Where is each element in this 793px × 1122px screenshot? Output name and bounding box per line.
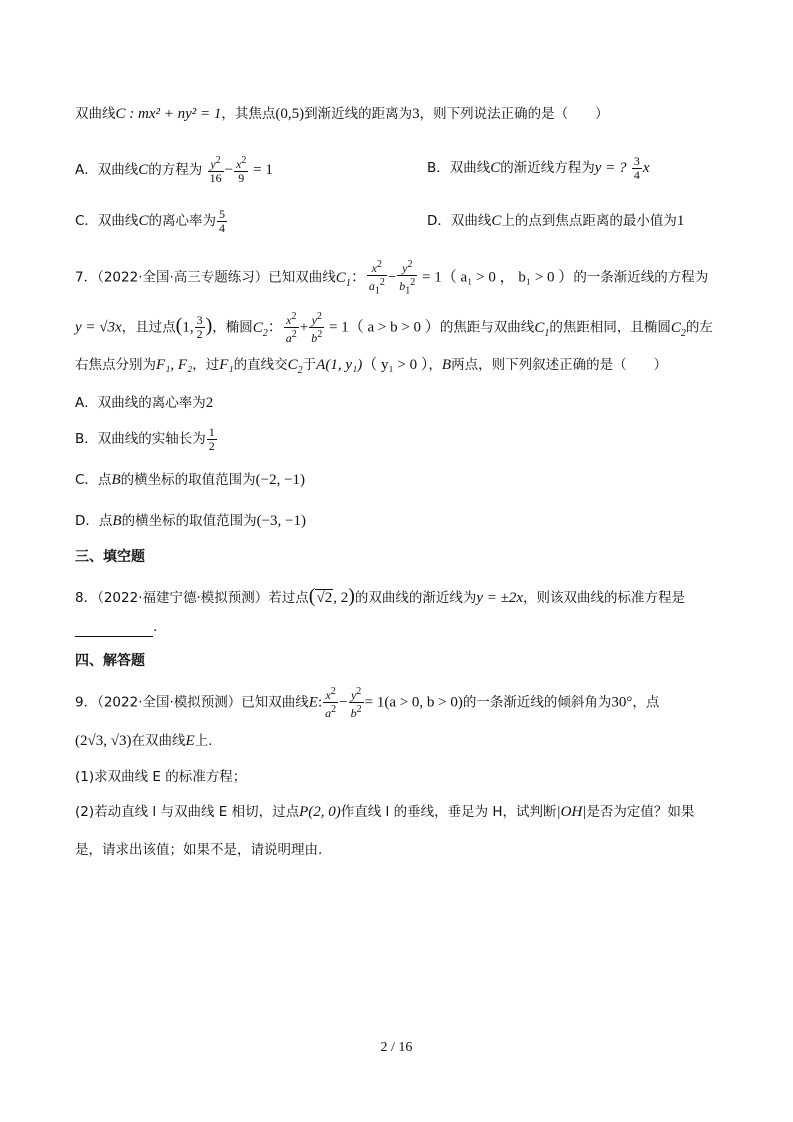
q7-opt-a-text: A．双曲线的离心率为	[75, 395, 206, 411]
frac-y2-b1: $\frac{y^2}{b_1^2}$	[399, 259, 416, 297]
q7-line3-c: 的直线交	[233, 357, 288, 373]
opt-a-pre: A．双曲线	[75, 161, 139, 178]
q6-option-d[interactable]	[427, 207, 684, 235]
q9-sub2-b: 作直线 l 的垂线，垂足为 H，试判断	[340, 804, 557, 820]
q7-line3	[75, 355, 667, 381]
q9-sub2-line1	[75, 802, 694, 822]
q9-line2-b: 上.	[194, 733, 213, 749]
q7-option-c[interactable]	[75, 470, 305, 490]
q7-c2: $C_2$	[252, 319, 268, 339]
q7-opt-c-pre: C．点	[75, 472, 112, 488]
q9-angle: 30°	[611, 694, 633, 711]
frac-y2-b2: $\frac{y^2}{b^2}$	[311, 311, 323, 345]
q7-line2-eq: y = √3x	[75, 319, 122, 336]
opt-c-c: C	[138, 213, 149, 229]
opt-c-pre: C．双曲线	[75, 213, 139, 229]
q6-stem-eq: C : mx² + ny² = 1	[115, 106, 222, 122]
q7-option-d[interactable]	[75, 511, 306, 531]
opt-d-num: 1	[676, 213, 685, 229]
q7-line3-f: F₁, F₂	[156, 357, 193, 373]
q8-text-eq: y = ±2x	[476, 590, 524, 606]
q7-opt-c-b: B	[111, 472, 121, 488]
q8-number: 8．	[75, 590, 98, 606]
q7-line2-b: ，椭圆	[212, 319, 253, 336]
q9-number: 9．	[75, 694, 98, 711]
q7-line3-cond: （ y₁ > 0 ）	[362, 357, 429, 373]
q9-text-a: 已知双曲线	[241, 694, 309, 711]
q9-line2-a: 在双曲线	[131, 733, 186, 749]
opt-b-pre: B．双曲线	[427, 160, 491, 176]
q6-options-cd	[75, 207, 715, 235]
frac-y2-16: $\frac{y^2}{16}$	[209, 155, 222, 185]
q6-option-b[interactable]	[427, 154, 650, 182]
q9-sub2-point: P(2, 0)	[299, 804, 341, 820]
q7-line3-e: ，	[428, 357, 442, 373]
q7-number: 7．	[75, 269, 98, 286]
section-heading-fill-blank: 三、填空题	[75, 549, 145, 565]
q7-option-b[interactable]	[75, 424, 218, 454]
q7-line1: 7．（2022·全国·高三专题练习）已知双曲线$C_1$： $\frac{x^2}{a_1^2}$ − $\frac{y^2}{b_1^2}$ = 1（ a₁ > 0 ， b₁ > 0 ）的一条渐近线的方程为	[75, 259, 709, 297]
q9-text-c: ，点	[632, 694, 660, 711]
q6-stem-mid2: 到渐近线的距离为	[304, 106, 413, 122]
frac-3-2: $\frac{3}{2}$	[196, 313, 203, 341]
opt-b-mid: 的渐近线方程为	[500, 160, 595, 176]
q9-e2: E	[185, 733, 195, 749]
q9-sub2-abs: |OH|	[556, 804, 587, 820]
q7-c2b: $C_2$	[670, 319, 686, 339]
q6-stem-pre: 双曲线	[75, 106, 116, 122]
opt-d-pre: D．双曲线	[427, 213, 492, 229]
q9-source: （2022·全国·模拟预测）	[97, 694, 242, 711]
q7-line1-cond: （ a₁ > 0 ， b₁ > 0 ）	[441, 269, 574, 286]
frac-3-4: $\frac{3}{4}$	[633, 153, 640, 182]
q8-source: （2022·福建宁德·模拟预测）	[97, 590, 269, 606]
q6-stem-num: 3	[412, 106, 420, 122]
q9-sub2-line2: 是，请求出该值；如果不是，请说明理由.	[75, 842, 323, 858]
opt-b-x: x	[642, 160, 650, 176]
q7-opt-c-mid: 的横坐标的取值范围为	[120, 472, 256, 488]
q7-opt-d-b: B	[112, 513, 122, 529]
q7-opt-d-mid: 的横坐标的取值范围为	[121, 513, 257, 529]
q7-c2c: $C_2$	[287, 357, 303, 376]
q7-opt-d-pre: D．点	[75, 513, 113, 529]
q6-stem-post: ，则下列说法正确的是（ ）	[419, 106, 609, 122]
q7-opt-c-range: (−2, −1)	[255, 472, 306, 488]
q6-stem	[75, 104, 609, 124]
opt-a-c: C	[138, 161, 149, 178]
opt-b-c: C	[490, 160, 501, 176]
q9-sub2-a: (2)若动直线 l 与双曲线 E 相切，过点	[75, 804, 300, 820]
q8-line1: 8．（2022·福建宁德·模拟预测）若过点(√2, 2)的双曲线的渐近线为y = ±2x，则该双曲线的标准方程是	[75, 585, 686, 607]
q8-text-a: 若过点	[268, 590, 309, 606]
q8-answer-blank[interactable]	[75, 622, 153, 637]
q6-options-ab	[75, 153, 715, 185]
q9-sub1: (1)求双曲线 E 的标准方程；	[75, 769, 247, 785]
q7-line2: y = √3x，且过点(1, $\frac{3}{2}$ )，椭圆$C_2$： $\frac{x^2}{a^2}$ + $\frac{y^2}{b^2}$ = 1（ a > b > 0 ）的焦距与双曲线$C_1$的焦距相同，且椭圆$C_2$的左	[75, 311, 713, 345]
opt-a-mid: 的方程为	[148, 161, 203, 178]
frac-5-4: $\frac{5}{4}$	[218, 206, 225, 235]
q7-line3-point: A(1, y₁)	[316, 357, 363, 373]
frac-x2-a2: $\frac{x^2}{a^2}$	[285, 311, 297, 345]
q7-line3-d: 于	[302, 357, 317, 373]
frac-x2-a1: $\frac{x^2}{a_1^2}$	[368, 259, 385, 297]
q7-line3-b: ，过	[192, 357, 220, 373]
q7-source: （2022·全国·高三专题练习）	[97, 269, 269, 286]
q9-text-b: 的一条渐近线的倾斜角为	[462, 694, 612, 711]
q7-line2-a: ，且过点	[121, 319, 176, 336]
opt-d-mid: 上的点到焦点距离的最小值为	[501, 213, 677, 229]
q7-line3-a: 右焦点分别为	[75, 357, 156, 373]
q7-c1: $C_1$	[335, 269, 351, 289]
q9-line2-point: (2√3, √3)	[75, 733, 132, 749]
q7-line2-cond: （ a > b > 0 ）	[348, 319, 440, 336]
q9-line2	[75, 729, 212, 753]
q9-text-cond: = 1(a > 0, b > 0)	[364, 694, 463, 711]
q8-tail: .	[153, 619, 158, 635]
q7-line1-a: 已知双曲线	[268, 269, 336, 286]
frac-1-2: $\frac{1}{2}$	[208, 424, 215, 453]
frac-x2-a2-q9: $\frac{x^2}{a^2}$	[325, 686, 337, 720]
q6-stem-mid: ，其焦点	[221, 106, 276, 122]
q7-line3-ftxt: 两点，则下列叙述正确的是（ ）	[451, 357, 668, 373]
q6-option-a[interactable]: A．双曲线C的方程为 $\frac{y^2}{16}$ − $\frac{x^2}{9}$ = 1	[75, 155, 273, 185]
opt-d-c: C	[491, 213, 502, 229]
q7-line2-c: 的焦距与双曲线	[439, 319, 535, 336]
frac-x2-9: $\frac{x^2}{9}$	[236, 155, 247, 185]
q7-opt-a-num: 2	[205, 395, 214, 411]
q7-opt-d-range: (−3, −1)	[256, 513, 306, 529]
q6-option-c[interactable]	[75, 206, 228, 235]
q7-line2-d: 的焦距相同，且椭圆	[549, 319, 671, 336]
q7-option-a[interactable]	[75, 393, 213, 413]
section-heading-solve: 四、解答题	[75, 653, 145, 669]
opt-c-mid: 的离心率为	[148, 213, 216, 229]
frac-y2-b2-q9: $\frac{y^2}{b^2}$	[350, 686, 362, 720]
q9-line1: 9．（2022·全国·模拟预测）已知双曲线E: $\frac{x^2}{a^2}$ − $\frac{y^2}{b^2}$ = 1(a > 0, b > 0)的一条渐近线的倾斜角为30°，点	[75, 686, 660, 720]
q8-text-b: 的双曲线的渐近线为	[354, 590, 477, 606]
q7-line2-e: 的左	[685, 319, 713, 336]
q8-answer-line	[75, 617, 157, 637]
q8-text-c: ，则该双曲线的标准方程是	[523, 590, 686, 606]
q7-opt-b-text: B．双曲线的实轴长为	[75, 431, 206, 447]
page-number: 2 / 16	[380, 1040, 413, 1055]
opt-b-eq: y = ?	[594, 160, 627, 176]
q9-sub2-c: 是否为定值？如果	[586, 804, 695, 820]
q6-stem-point: (0,5)	[275, 106, 305, 122]
q7-line1-b: 的一条渐近线的方程为	[573, 269, 709, 286]
q7-line3-f1: F₁	[219, 357, 234, 373]
q7-line3-bpt: B	[441, 357, 452, 373]
q7-c1b: $C_1$	[534, 319, 550, 339]
q9-e: E	[308, 694, 318, 711]
